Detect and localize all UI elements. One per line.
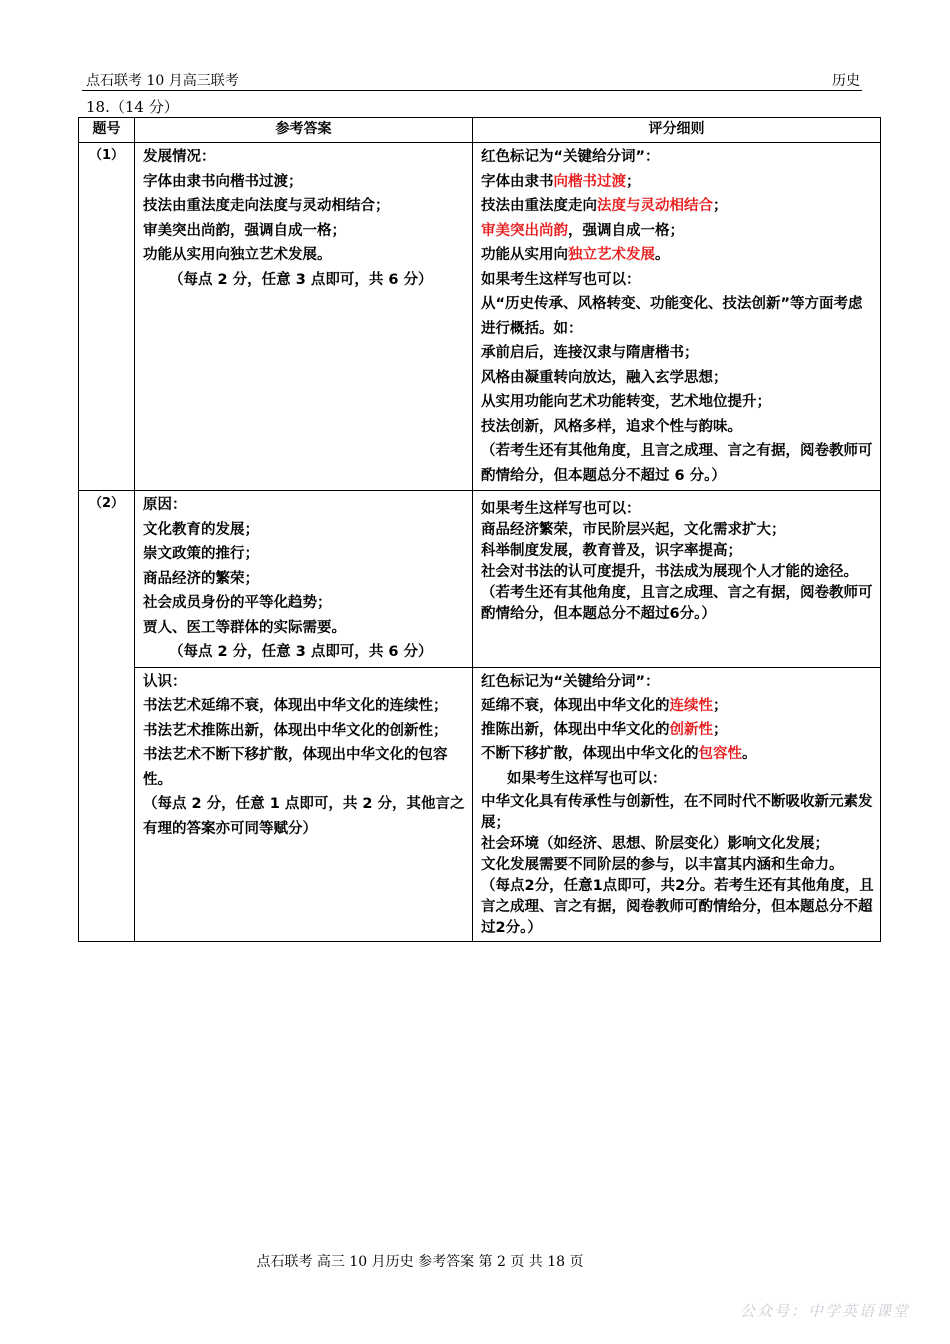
grading-line: 商品经济繁荣，市民阶层兴起，文化需求扩大； <box>481 522 786 538</box>
grading-line: 承前启后，连接汉隶与隋唐楷书； <box>481 345 699 361</box>
grading-note: （若考生还有其他角度，且言之成理、言之有据，阅卷教师可酌情给分，但本题总分不超过6分。） <box>481 585 873 622</box>
grading-line: 从实用功能向艺术功能转变，艺术地位提升； <box>481 394 771 410</box>
grading-text: 推陈出新，体现出中华文化的 <box>481 721 670 738</box>
answer-line: 认识： <box>143 673 187 690</box>
grading-line: 中华文化具有传承性与创新性，在不同时代不断吸收新元素发展； <box>481 793 873 831</box>
answer-line: 审美突出尚韵，强调自成一格； <box>143 222 346 239</box>
grading-text: 不断下移扩散，体现出中华文化的 <box>481 745 699 762</box>
page-footer: 点石联考 高三 10 月历史 参考答案 第 2 页 共 18 页 <box>256 1254 584 1270</box>
answer-line: 贾人、医工等群体的实际需要。 <box>143 619 346 636</box>
answer-line: 书法艺术延绵不衰，体现出中华文化的连续性； <box>143 698 448 714</box>
grading-note: （每点2分，任意1点即可，共2分。若考生还有其他角度，且言之成理、言之有据，阅卷教师可酌情给分，但本题总分不超过2分。） <box>481 877 874 936</box>
grading-intro: 红色标记为“关键给分词”： <box>481 149 660 165</box>
key-term: 向楷书过渡 <box>553 173 626 190</box>
row-number: （2） <box>79 491 135 942</box>
table-row <box>79 667 881 941</box>
grading-text: 技法由重法度走向 <box>481 198 597 214</box>
row-number: （1） <box>79 143 135 491</box>
grading-line: 风格由凝重转向放达，融入玄学思想； <box>481 369 728 386</box>
grading-line: 如果考生这样写也可以： <box>481 271 641 288</box>
grading-text: ； <box>626 173 641 190</box>
grading-line: 如果考生这样写也可以： <box>481 501 641 517</box>
key-term: 审美突出尚韵 <box>481 222 568 239</box>
answer-table <box>78 117 881 942</box>
header-exam-title: 点石联考 10 月高三联考 <box>86 73 239 89</box>
grading-line <box>481 219 876 244</box>
grading-line: 如果考生这样写也可以： <box>507 770 667 787</box>
page-header <box>82 68 862 91</box>
grading-line: 科举制度发展，教育普及，识字率提高； <box>481 543 742 559</box>
header-subject: 历史 <box>832 73 860 89</box>
answer-line: 社会成员身份的平等化趋势； <box>143 595 332 611</box>
answer-cell <box>135 667 473 941</box>
answer-cell <box>135 143 473 491</box>
key-term: 独立艺术发展 <box>568 247 655 263</box>
grading-text: 。 <box>742 745 757 762</box>
key-term: 法度与灵动相结合 <box>597 198 713 214</box>
grading-line <box>481 194 876 219</box>
answer-line: 文化教育的发展； <box>143 521 259 538</box>
table-row <box>79 491 881 668</box>
answer-line: 崇文政策的推行； <box>143 546 259 562</box>
key-term: 连续性 <box>669 697 713 714</box>
grading-line <box>481 694 876 718</box>
key-term: 创新性 <box>669 721 713 738</box>
answer-line: 发展情况： <box>143 149 216 165</box>
grading-line <box>481 742 876 766</box>
grading-note: （若考生还有其他角度，且言之成理、言之有据，阅卷教师可酌情给分，但本题总分不超过 6 分。） <box>481 443 873 484</box>
col-header-grading: 评分细则 <box>473 118 881 143</box>
grading-line <box>481 718 876 742</box>
grading-text: 。 <box>655 247 670 263</box>
grading-intro: 红色标记为“关键给分词”： <box>481 673 660 690</box>
grading-cell <box>473 491 881 668</box>
grading-text: ； <box>713 721 728 738</box>
table-row <box>79 143 881 491</box>
grading-text: ； <box>713 198 728 214</box>
watermark: 公众号：中学英语课堂 <box>739 1302 910 1320</box>
answer-line: 原因： <box>143 497 187 513</box>
grading-cell <box>473 143 881 491</box>
grading-text: 字体由隶书 <box>481 173 554 190</box>
key-term: 包容性 <box>698 745 742 762</box>
grading-line: 技法创新，风格多样，追求个性与韵味。 <box>481 418 742 435</box>
score-note: （每点 2 分，任意 3 点即可，共 6 分） <box>169 644 433 660</box>
grading-line <box>481 243 876 268</box>
grading-text: ； <box>713 697 728 714</box>
table-header-row <box>79 118 881 143</box>
answer-line: 技法由重法度走向法度与灵动相结合； <box>143 198 390 214</box>
answer-line: 书法艺术推陈出新，体现出中华文化的创新性； <box>143 722 448 739</box>
answer-line: 功能从实用向独立艺术发展。 <box>143 247 332 263</box>
grading-line: 社会环境（如经济、思想、阶层变化）影响文化发展； <box>481 835 829 852</box>
grading-text: 延绵不衰，体现出中华文化的 <box>481 697 670 714</box>
answer-line: 字体由隶书向楷书过渡； <box>143 173 303 190</box>
grading-cell <box>473 667 881 941</box>
score-note: （每点 2 分，任意 3 点即可，共 6 分） <box>169 271 433 288</box>
col-header-answer: 参考答案 <box>135 118 473 143</box>
grading-text: 功能从实用向 <box>481 247 568 263</box>
question-number: 18.（14 分） <box>86 98 179 116</box>
col-header-number: 题号 <box>79 118 135 143</box>
answer-line: 商品经济的繁荣； <box>143 570 259 587</box>
answer-cell <box>135 491 473 668</box>
grading-line: 社会对书法的认可度提升，书法成为展现个人才能的途径。 <box>481 564 858 580</box>
grading-line <box>481 170 876 195</box>
score-note: （每点 2 分，任意 1 点即可，共 2 分，其他言之有理的答案亦可同等赋分） <box>143 796 465 837</box>
answer-line: 书法艺术不断下移扩散，体现出中华文化的包容性。 <box>143 747 448 788</box>
grading-line: 从“历史传承、风格转变、功能变化、技法创新”等方面考虑进行概括。如： <box>481 296 863 337</box>
grading-text: ，强调自成一格； <box>568 222 684 239</box>
grading-line: 文化发展需要不同阶层的参与，以丰富其内涵和生命力。 <box>481 856 844 873</box>
